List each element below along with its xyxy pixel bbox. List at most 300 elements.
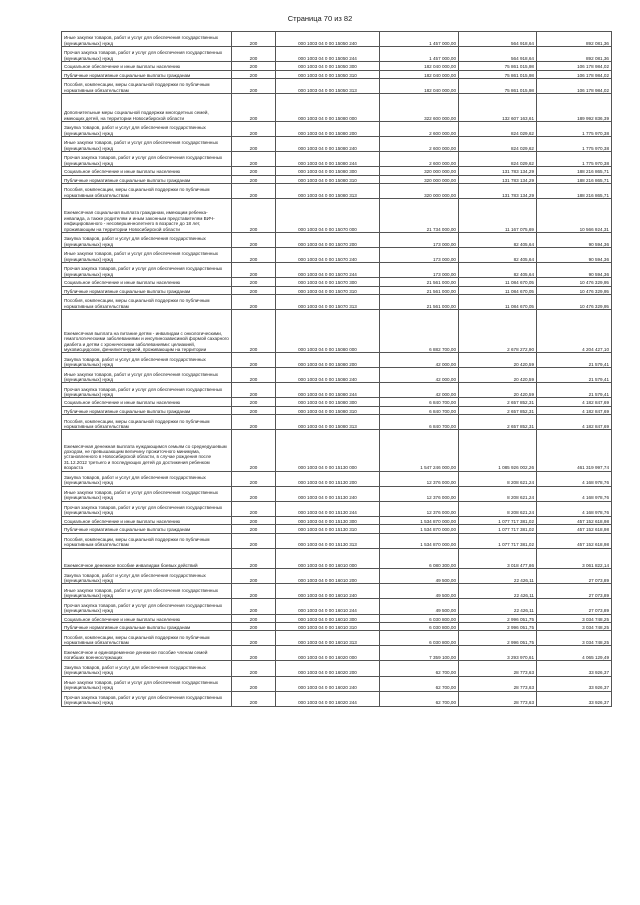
approved-amount-cell: 49 500,00 — [380, 599, 459, 614]
table-row — [62, 278, 612, 286]
expense-name-cell: Социальное обеспечение и иные выплаты населению — [62, 62, 232, 70]
executed-amount-cell: 8 208 621,24 — [459, 471, 537, 486]
budget-classification-cell: 000 1003 04 0 00 16020 000 — [276, 646, 380, 661]
expense-name-cell: Закупка товаров, работ и услуг для обеспечения государственных (муниципальных) нужд — [62, 353, 232, 368]
approved-amount-cell: 1 534 870 000,00 — [380, 525, 459, 533]
table-row — [62, 353, 612, 368]
expense-name-cell: Пособия, компенсации, меры социальной поддержки по публичным нормативным обязательствам — [62, 184, 232, 199]
table-row — [62, 295, 612, 310]
executed-amount-cell: 75 861 015,98 — [459, 78, 537, 93]
approved-amount-cell: 62 700,00 — [380, 676, 459, 691]
table-row — [62, 248, 612, 263]
approved-amount-cell: 1 534 870 000,00 — [380, 516, 459, 524]
approved-amount-cell: 320 000 000,00 — [380, 184, 459, 199]
table-row — [62, 676, 612, 691]
executed-amount-cell: 22 426,11 — [459, 599, 537, 614]
line-code-cell: 200 — [232, 415, 276, 430]
approved-amount-cell: 320 000 000,00 — [380, 175, 459, 183]
budget-classification-cell: 000 1003 04 0 00 15050 240 — [276, 32, 380, 47]
executed-amount-cell: 824 029,62 — [459, 137, 537, 152]
unexecuted-amount-cell: 27 073,89 — [537, 584, 612, 599]
budget-classification-cell: 000 1003 04 0 00 16010 310 — [276, 622, 380, 630]
line-code-cell: 200 — [232, 516, 276, 524]
expense-name-cell: Иные закупки товаров, работ и услуг для обеспечения государственных (муниципальных) нужд — [62, 137, 232, 152]
approved-amount-cell: 42 000,00 — [380, 368, 459, 383]
executed-amount-cell: 824 029,62 — [459, 152, 537, 167]
approved-amount-cell: 12 376 000,00 — [380, 501, 459, 516]
executed-amount-cell: 131 783 134,29 — [459, 175, 537, 183]
budget-classification-cell: 000 1003 04 0 00 16010 244 — [276, 599, 380, 614]
executed-amount-cell: 11 167 075,69 — [459, 199, 537, 233]
line-code-cell: 200 — [232, 233, 276, 248]
unexecuted-amount-cell: 457 152 618,98 — [537, 533, 612, 548]
expense-name-cell: Пособия, компенсации, меры социальной поддержки по публичным нормативным обязательствам — [62, 78, 232, 93]
line-code-cell: 200 — [232, 501, 276, 516]
approved-amount-cell: 49 500,00 — [380, 569, 459, 584]
expense-name-cell: Иные закупки товаров, работ и услуг для обеспечения государственных (муниципальных) нужд — [62, 676, 232, 691]
budget-classification-cell: 000 1003 04 0 00 16010 240 — [276, 584, 380, 599]
line-code-cell: 200 — [232, 486, 276, 501]
approved-amount-cell: 173 000,00 — [380, 263, 459, 278]
table-row — [62, 286, 612, 294]
unexecuted-amount-cell: 33 926,37 — [537, 676, 612, 691]
line-code-cell: 200 — [232, 248, 276, 263]
approved-amount-cell: 173 000,00 — [380, 233, 459, 248]
approved-amount-cell: 6 840 700,00 — [380, 406, 459, 414]
expense-name-cell: Закупка товаров, работ и услуг для обеспечения государственных (муниципальных) нужд — [62, 661, 232, 676]
table-row — [62, 614, 612, 622]
approved-amount-cell: 62 700,00 — [380, 661, 459, 676]
expense-name-cell: Закупка товаров, работ и услуг для обеспечения государственных (муниципальных) нужд — [62, 569, 232, 584]
table-row — [62, 94, 612, 122]
unexecuted-amount-cell: 106 178 984,02 — [537, 70, 612, 78]
budget-classification-cell: 000 1003 04 0 00 16020 200 — [276, 661, 380, 676]
executed-amount-cell: 131 783 134,29 — [459, 184, 537, 199]
line-code-cell: 200 — [232, 471, 276, 486]
executed-amount-cell: 132 607 163,61 — [459, 94, 537, 122]
executed-amount-cell: 564 918,64 — [459, 47, 537, 62]
unexecuted-amount-cell: 461 319 997,74 — [537, 430, 612, 471]
unexecuted-amount-cell: 189 992 836,39 — [537, 94, 612, 122]
budget-classification-cell: 000 1003 04 0 00 15070 300 — [276, 278, 380, 286]
unexecuted-amount-cell: 1 775 970,38 — [537, 152, 612, 167]
line-code-cell: 200 — [232, 175, 276, 183]
unexecuted-amount-cell: 90 594,36 — [537, 263, 612, 278]
table-row — [62, 70, 612, 78]
expense-name-cell: Иные закупки товаров, работ и услуг для обеспечения государственных (муниципальных) нужд — [62, 32, 232, 47]
approved-amount-cell: 6 030 800,00 — [380, 631, 459, 646]
approved-amount-cell: 21 734 000,00 — [380, 199, 459, 233]
approved-amount-cell: 1 457 000,00 — [380, 47, 459, 62]
table-row — [62, 691, 612, 706]
budget-classification-cell: 000 1003 04 0 00 15070 244 — [276, 263, 380, 278]
executed-amount-cell: 1 085 926 002,26 — [459, 430, 537, 471]
budget-classification-cell: 000 1003 04 0 00 15130 200 — [276, 471, 380, 486]
line-code-cell: 200 — [232, 122, 276, 137]
line-code-cell: 200 — [232, 184, 276, 199]
table-row — [62, 569, 612, 584]
executed-amount-cell: 75 861 015,98 — [459, 70, 537, 78]
approved-amount-cell: 6 840 700,00 — [380, 415, 459, 430]
unexecuted-amount-cell: 4 168 978,76 — [537, 471, 612, 486]
budget-classification-cell: 000 1003 04 0 00 16010 300 — [276, 614, 380, 622]
expense-name-cell: Иные закупки товаров, работ и услуг для обеспечения государственных (муниципальных) нужд — [62, 248, 232, 263]
budget-classification-cell: 000 1003 04 0 00 15070 313 — [276, 295, 380, 310]
table-row — [62, 646, 612, 661]
expense-name-cell: Ежемесячное денежное пособие инвалидам боевых действий — [62, 548, 232, 569]
table-row — [62, 137, 612, 152]
expense-name-cell: Ежемесячное и единовременное денежное пособие членам семей погибших военнослужащих — [62, 646, 232, 661]
budget-classification-cell: 000 1003 04 0 00 16020 244 — [276, 691, 380, 706]
approved-amount-cell: 2 600 000,00 — [380, 122, 459, 137]
table-row — [62, 167, 612, 175]
expense-name-cell: Прочая закупка товаров, работ и услуг для обеспечения государственных (муниципальных) нужд — [62, 152, 232, 167]
unexecuted-amount-cell: 4 182 847,69 — [537, 406, 612, 414]
expense-name-cell: Пособия, компенсации, меры социальной поддержки по публичным нормативным обязательствам — [62, 533, 232, 548]
budget-classification-cell: 000 1003 04 0 00 15130 313 — [276, 533, 380, 548]
unexecuted-amount-cell: 188 216 865,71 — [537, 175, 612, 183]
budget-classification-cell: 000 1003 04 0 00 15080 240 — [276, 368, 380, 383]
table-row — [62, 622, 612, 630]
unexecuted-amount-cell: 457 152 618,98 — [537, 516, 612, 524]
line-code-cell: 200 — [232, 199, 276, 233]
unexecuted-amount-cell: 90 594,36 — [537, 248, 612, 263]
executed-amount-cell: 20 420,59 — [459, 368, 537, 383]
executed-amount-cell: 564 918,64 — [459, 32, 537, 47]
budget-classification-cell: 000 1003 04 0 00 15080 000 — [276, 94, 380, 122]
line-code-cell: 200 — [232, 525, 276, 533]
expense-name-cell: Прочая закупка товаров, работ и услуг для обеспечения государственных (муниципальных) нужд — [62, 599, 232, 614]
line-code-cell: 200 — [232, 676, 276, 691]
unexecuted-amount-cell: 10 476 329,95 — [537, 286, 612, 294]
executed-amount-cell: 82 405,64 — [459, 233, 537, 248]
expense-name-cell: Публичные нормативные социальные выплаты гражданам — [62, 406, 232, 414]
approved-amount-cell: 42 000,00 — [380, 353, 459, 368]
table-row — [62, 406, 612, 414]
expense-name-cell: Иные закупки товаров, работ и услуг для обеспечения государственных (муниципальных) нужд — [62, 368, 232, 383]
table-row — [62, 548, 612, 569]
approved-amount-cell: 322 600 000,00 — [380, 94, 459, 122]
budget-execution-table — [61, 31, 612, 707]
budget-classification-cell: 000 1003 04 0 00 15080 000 — [276, 310, 380, 353]
expense-name-cell: Прочая закупка товаров, работ и услуг для обеспечения государственных (муниципальных) нужд — [62, 47, 232, 62]
budget-classification-cell: 000 1003 04 0 00 15070 310 — [276, 286, 380, 294]
executed-amount-cell: 22 426,11 — [459, 569, 537, 584]
table-row — [62, 152, 612, 167]
unexecuted-amount-cell: 892 081,36 — [537, 32, 612, 47]
budget-classification-cell: 000 1003 04 0 00 15080 313 — [276, 184, 380, 199]
approved-amount-cell: 12 376 000,00 — [380, 471, 459, 486]
budget-classification-cell: 000 1003 04 0 00 16010 200 — [276, 569, 380, 584]
expense-name-cell: Прочая закупка товаров, работ и услуг для обеспечения государственных (муниципальных) нужд — [62, 691, 232, 706]
expense-name-cell: Прочая закупка товаров, работ и услуг для обеспечения государственных (муниципальных) нужд — [62, 263, 232, 278]
budget-classification-cell: 000 1003 04 0 00 15080 310 — [276, 406, 380, 414]
executed-amount-cell: 131 783 134,29 — [459, 167, 537, 175]
line-code-cell: 200 — [232, 614, 276, 622]
budget-classification-cell: 000 1003 04 0 00 15080 244 — [276, 383, 380, 398]
line-code-cell: 200 — [232, 406, 276, 414]
line-code-cell: 200 — [232, 295, 276, 310]
expense-name-cell: Пособия, компенсации, меры социальной поддержки по публичным нормативным обязательствам — [62, 295, 232, 310]
executed-amount-cell: 28 773,63 — [459, 661, 537, 676]
approved-amount-cell: 182 040 000,00 — [380, 62, 459, 70]
unexecuted-amount-cell: 457 152 618,98 — [537, 525, 612, 533]
expense-name-cell: Публичные нормативные социальные выплаты гражданам — [62, 70, 232, 78]
expense-name-cell: Социальное обеспечение и иные выплаты населению — [62, 614, 232, 622]
expense-name-cell: Иные закупки товаров, работ и услуг для обеспечения государственных (муниципальных) нужд — [62, 486, 232, 501]
executed-amount-cell: 75 861 015,98 — [459, 62, 537, 70]
unexecuted-amount-cell: 892 081,36 — [537, 47, 612, 62]
unexecuted-amount-cell: 4 182 847,69 — [537, 415, 612, 430]
unexecuted-amount-cell: 4 168 978,76 — [537, 486, 612, 501]
budget-classification-cell: 000 1003 04 0 00 15080 200 — [276, 122, 380, 137]
budget-classification-cell: 000 1003 04 0 00 15130 240 — [276, 486, 380, 501]
executed-amount-cell: 11 084 670,05 — [459, 286, 537, 294]
executed-amount-cell: 1 077 717 381,02 — [459, 533, 537, 548]
line-code-cell: 200 — [232, 62, 276, 70]
budget-classification-cell: 000 1003 04 0 00 16010 000 — [276, 548, 380, 569]
expense-name-cell: Публичные нормативные социальные выплаты гражданам — [62, 525, 232, 533]
budget-classification-cell: 000 1003 04 0 00 15050 244 — [276, 47, 380, 62]
executed-amount-cell: 28 773,63 — [459, 691, 537, 706]
executed-amount-cell: 824 029,62 — [459, 122, 537, 137]
unexecuted-amount-cell: 27 073,89 — [537, 569, 612, 584]
approved-amount-cell: 6 840 700,00 — [380, 398, 459, 406]
table-row — [62, 47, 612, 62]
approved-amount-cell: 1 457 000,00 — [380, 32, 459, 47]
budget-classification-cell: 000 1003 04 0 00 15130 310 — [276, 525, 380, 533]
approved-amount-cell: 62 700,00 — [380, 691, 459, 706]
expense-name-cell: Социальное обеспечение и иные выплаты населению — [62, 516, 232, 524]
expense-name-cell: Прочая закупка товаров, работ и услуг для обеспечения государственных (муниципальных) нужд — [62, 383, 232, 398]
unexecuted-amount-cell: 188 216 865,71 — [537, 167, 612, 175]
unexecuted-amount-cell: 10 566 924,31 — [537, 199, 612, 233]
executed-amount-cell: 20 420,59 — [459, 353, 537, 368]
unexecuted-amount-cell: 3 061 822,14 — [537, 548, 612, 569]
approved-amount-cell: 182 040 000,00 — [380, 78, 459, 93]
budget-classification-cell: 000 1003 04 0 00 16010 313 — [276, 631, 380, 646]
unexecuted-amount-cell: 4 182 847,69 — [537, 398, 612, 406]
table-row — [62, 368, 612, 383]
table-row — [62, 78, 612, 93]
table-body — [62, 32, 612, 707]
line-code-cell: 200 — [232, 430, 276, 471]
expense-name-cell: Закупка товаров, работ и услуг для обеспечения государственных (муниципальных) нужд — [62, 122, 232, 137]
budget-classification-cell: 000 1003 04 0 00 15130 000 — [276, 430, 380, 471]
executed-amount-cell: 11 084 670,05 — [459, 295, 537, 310]
executed-amount-cell: 2 657 852,31 — [459, 406, 537, 414]
executed-amount-cell: 11 084 670,05 — [459, 278, 537, 286]
budget-classification-cell: 000 1003 04 0 00 15080 240 — [276, 137, 380, 152]
expense-name-cell: Публичные нормативные социальные выплаты гражданам — [62, 622, 232, 630]
line-code-cell: 200 — [232, 691, 276, 706]
expense-name-cell: Иные закупки товаров, работ и услуг для обеспечения государственных (муниципальных) нужд — [62, 584, 232, 599]
line-code-cell: 200 — [232, 584, 276, 599]
budget-classification-cell: 000 1003 04 0 00 15070 000 — [276, 199, 380, 233]
table-row — [62, 263, 612, 278]
table-row — [62, 122, 612, 137]
unexecuted-amount-cell: 4 204 427,10 — [537, 310, 612, 353]
line-code-cell: 200 — [232, 310, 276, 353]
budget-classification-cell: 000 1003 04 0 00 15130 300 — [276, 516, 380, 524]
line-code-cell: 200 — [232, 78, 276, 93]
expense-name-cell: Пособия, компенсации, меры социальной поддержки по публичным нормативным обязательствам — [62, 415, 232, 430]
line-code-cell: 200 — [232, 599, 276, 614]
unexecuted-amount-cell: 106 178 984,02 — [537, 78, 612, 93]
line-code-cell: 200 — [232, 569, 276, 584]
budget-classification-cell: 000 1003 04 0 00 15050 310 — [276, 70, 380, 78]
expense-name-cell: Ежемесячная денежная выплата нуждающимся семьям со среднедушевым доходом, не превышающим величину прожиточного минимума, установленного в Новосибирской области, в случае рождения после 31.12.2012 третьего и последующих детей до достижения ребенком возраста — [62, 430, 232, 471]
line-code-cell: 200 — [232, 368, 276, 383]
executed-amount-cell: 20 420,59 — [459, 383, 537, 398]
table-row — [62, 584, 612, 599]
executed-amount-cell: 8 208 621,24 — [459, 486, 537, 501]
table-row — [62, 501, 612, 516]
expense-name-cell: Ежемесячная выплата на питание детям - инвалидам с онкологическими, гематологическими заболеваниями и инсулинозависимой формой сахарного диабета и детям с хроническими заболеваниями: целиакией, муковисцидозом, фенилкетонурией, проживающим на территории — [62, 310, 232, 353]
expense-name-cell: Ежемесячная социальная выплата гражданам, имеющим ребенка-инвалида, а также родителям и иным законным представителям ВИЧ-инфицированного - несовершеннолетнего в возрасте до 18 лет, проживающим на территории Новосибирской области — [62, 199, 232, 233]
line-code-cell: 200 — [232, 137, 276, 152]
expense-name-cell: Социальное обеспечение и иные выплаты населению — [62, 167, 232, 175]
budget-classification-cell: 000 1003 04 0 00 16020 240 — [276, 676, 380, 691]
table-row — [62, 32, 612, 47]
executed-amount-cell: 3 018 477,86 — [459, 548, 537, 569]
executed-amount-cell: 82 405,64 — [459, 263, 537, 278]
expense-name-cell: Закупка товаров, работ и услуг для обеспечения государственных (муниципальных) нужд — [62, 233, 232, 248]
unexecuted-amount-cell: 33 926,37 — [537, 691, 612, 706]
unexecuted-amount-cell: 1 775 970,38 — [537, 122, 612, 137]
budget-classification-cell: 000 1003 04 0 00 15050 313 — [276, 78, 380, 93]
table-row — [62, 430, 612, 471]
unexecuted-amount-cell: 1 775 970,38 — [537, 137, 612, 152]
line-code-cell: 200 — [232, 263, 276, 278]
approved-amount-cell: 173 000,00 — [380, 248, 459, 263]
table-row — [62, 184, 612, 199]
expense-name-cell: Прочая закупка товаров, работ и услуг для обеспечения государственных (муниципальных) нужд — [62, 501, 232, 516]
executed-amount-cell: 8 208 621,24 — [459, 501, 537, 516]
budget-classification-cell: 000 1003 04 0 00 15080 244 — [276, 152, 380, 167]
approved-amount-cell: 49 500,00 — [380, 584, 459, 599]
approved-amount-cell: 42 000,00 — [380, 383, 459, 398]
budget-classification-cell: 000 1003 04 0 00 15080 313 — [276, 415, 380, 430]
line-code-cell: 200 — [232, 32, 276, 47]
expense-name-cell: Дополнительные меры социальной поддержки многодетных семей, имеющих детей, на территории Новосибирской области — [62, 94, 232, 122]
approved-amount-cell: 12 376 000,00 — [380, 486, 459, 501]
table-row — [62, 398, 612, 406]
unexecuted-amount-cell: 188 216 865,71 — [537, 184, 612, 199]
unexecuted-amount-cell: 4 168 978,76 — [537, 501, 612, 516]
table-row — [62, 516, 612, 524]
line-code-cell: 200 — [232, 622, 276, 630]
unexecuted-amount-cell: 10 476 329,95 — [537, 278, 612, 286]
unexecuted-amount-cell: 3 034 748,25 — [537, 614, 612, 622]
approved-amount-cell: 6 030 800,00 — [380, 622, 459, 630]
table-row — [62, 486, 612, 501]
approved-amount-cell: 21 561 000,00 — [380, 286, 459, 294]
table-row — [62, 310, 612, 353]
line-code-cell: 200 — [232, 94, 276, 122]
expense-name-cell: Социальное обеспечение и иные выплаты населению — [62, 398, 232, 406]
approved-amount-cell: 2 600 000,00 — [380, 152, 459, 167]
budget-classification-cell: 000 1003 04 0 00 15130 244 — [276, 501, 380, 516]
executed-amount-cell: 2 678 272,90 — [459, 310, 537, 353]
line-code-cell: 200 — [232, 533, 276, 548]
approved-amount-cell: 21 561 000,00 — [380, 295, 459, 310]
line-code-cell: 200 — [232, 167, 276, 175]
executed-amount-cell: 82 405,64 — [459, 248, 537, 263]
line-code-cell: 200 — [232, 47, 276, 62]
table-row — [62, 383, 612, 398]
approved-amount-cell: 182 040 000,00 — [380, 70, 459, 78]
line-code-cell: 200 — [232, 383, 276, 398]
page-header: Страница 70 из 82 — [287, 14, 353, 23]
budget-classification-cell: 000 1003 04 0 00 15080 300 — [276, 167, 380, 175]
budget-classification-cell: 000 1003 04 0 00 15080 200 — [276, 353, 380, 368]
executed-amount-cell: 2 996 051,75 — [459, 614, 537, 622]
unexecuted-amount-cell: 21 579,41 — [537, 353, 612, 368]
approved-amount-cell: 320 000 000,00 — [380, 167, 459, 175]
line-code-cell: 200 — [232, 286, 276, 294]
table-row — [62, 525, 612, 533]
approved-amount-cell: 6 882 700,00 — [380, 310, 459, 353]
table-row — [62, 233, 612, 248]
line-code-cell: 200 — [232, 152, 276, 167]
budget-classification-cell: 000 1003 04 0 00 15070 240 — [276, 248, 380, 263]
unexecuted-amount-cell: 10 476 329,95 — [537, 295, 612, 310]
executed-amount-cell: 1 077 717 381,02 — [459, 525, 537, 533]
expense-name-cell: Публичные нормативные социальные выплаты гражданам — [62, 286, 232, 294]
executed-amount-cell: 2 996 051,75 — [459, 622, 537, 630]
unexecuted-amount-cell: 4 065 129,49 — [537, 646, 612, 661]
table-row — [62, 199, 612, 233]
line-code-cell: 200 — [232, 548, 276, 569]
executed-amount-cell: 2 657 852,31 — [459, 398, 537, 406]
table-row — [62, 533, 612, 548]
unexecuted-amount-cell: 21 579,41 — [537, 383, 612, 398]
unexecuted-amount-cell: 3 034 748,25 — [537, 631, 612, 646]
unexecuted-amount-cell: 3 034 748,25 — [537, 622, 612, 630]
table-row — [62, 175, 612, 183]
line-code-cell: 200 — [232, 631, 276, 646]
approved-amount-cell: 6 030 800,00 — [380, 614, 459, 622]
executed-amount-cell: 3 293 970,61 — [459, 646, 537, 661]
approved-amount-cell: 2 600 000,00 — [380, 137, 459, 152]
line-code-cell: 200 — [232, 646, 276, 661]
budget-classification-cell: 000 1003 04 0 00 15070 200 — [276, 233, 380, 248]
table-row — [62, 62, 612, 70]
executed-amount-cell: 28 773,63 — [459, 676, 537, 691]
line-code-cell: 200 — [232, 70, 276, 78]
table-row — [62, 631, 612, 646]
line-code-cell: 200 — [232, 278, 276, 286]
expense-name-cell: Социальное обеспечение и иные выплаты населению — [62, 278, 232, 286]
expense-name-cell: Пособия, компенсации, меры социальной поддержки по публичным нормативным обязательствам — [62, 631, 232, 646]
line-code-cell: 200 — [232, 661, 276, 676]
unexecuted-amount-cell: 106 178 984,02 — [537, 62, 612, 70]
approved-amount-cell: 1 547 246 000,00 — [380, 430, 459, 471]
expense-name-cell: Закупка товаров, работ и услуг для обеспечения государственных (муниципальных) нужд — [62, 471, 232, 486]
unexecuted-amount-cell: 27 073,89 — [537, 599, 612, 614]
unexecuted-amount-cell: 33 926,37 — [537, 661, 612, 676]
unexecuted-amount-cell: 21 579,41 — [537, 368, 612, 383]
table-row — [62, 599, 612, 614]
approved-amount-cell: 21 561 000,00 — [380, 278, 459, 286]
executed-amount-cell: 1 077 717 381,02 — [459, 516, 537, 524]
executed-amount-cell: 2 996 051,75 — [459, 631, 537, 646]
budget-classification-cell: 000 1003 04 0 00 15080 310 — [276, 175, 380, 183]
executed-amount-cell: 2 657 852,31 — [459, 415, 537, 430]
approved-amount-cell: 1 534 870 000,00 — [380, 533, 459, 548]
line-code-cell: 200 — [232, 398, 276, 406]
